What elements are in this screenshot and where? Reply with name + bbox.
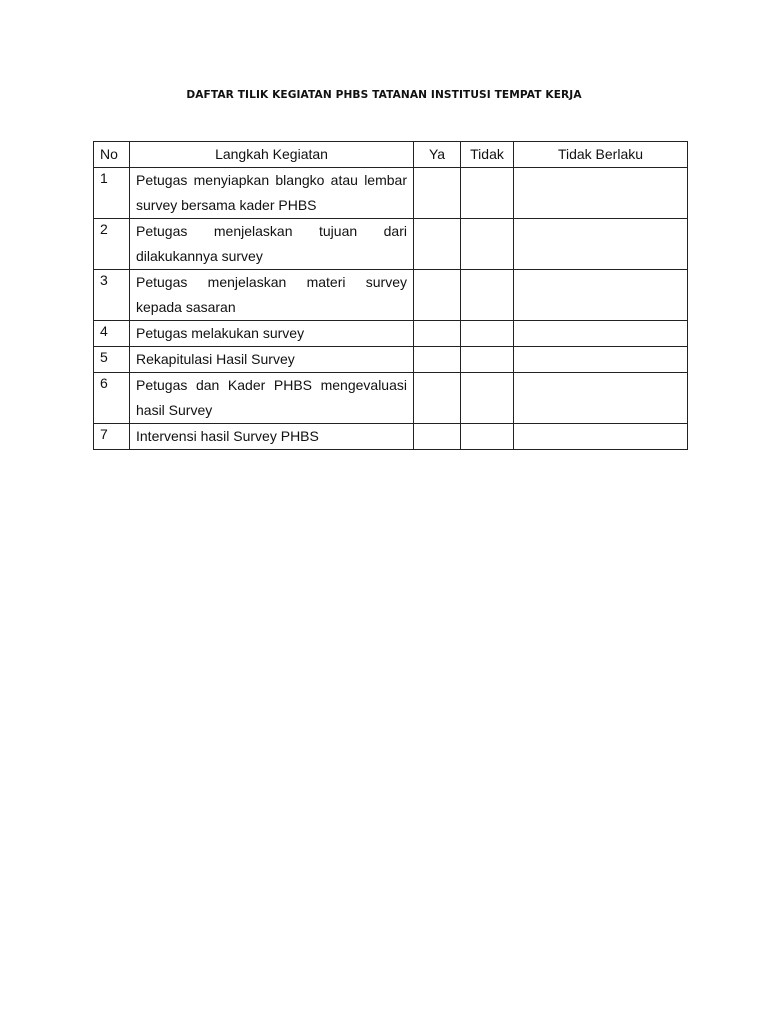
answer-no-cell[interactable] [461, 347, 514, 373]
table-row [94, 424, 688, 450]
row-number: 4 [94, 321, 130, 347]
answer-not-applicable-cell[interactable] [514, 373, 688, 424]
answer-yes-cell[interactable] [414, 321, 461, 347]
table-row [94, 270, 688, 321]
answer-no-cell[interactable] [461, 219, 514, 270]
answer-no-cell[interactable] [461, 270, 514, 321]
table-row [94, 347, 688, 373]
table-row [94, 373, 688, 424]
answer-no-cell[interactable] [461, 321, 514, 347]
answer-not-applicable-cell[interactable] [514, 321, 688, 347]
row-number: 7 [94, 424, 130, 450]
answer-no-cell[interactable] [461, 168, 514, 219]
row-number: 6 [94, 373, 130, 424]
row-number: 3 [94, 270, 130, 321]
header-no: No [94, 142, 130, 168]
row-step: Petugas menyiapkan blangko atau lembar survey bersama kader PHBS [130, 168, 414, 219]
answer-not-applicable-cell[interactable] [514, 270, 688, 321]
header-step: Langkah Kegiatan [130, 142, 414, 168]
row-step: Petugas dan Kader PHBS mengevaluasi hasil Survey [130, 373, 414, 424]
answer-no-cell[interactable] [461, 373, 514, 424]
header-not-applicable: Tidak Berlaku [514, 142, 688, 168]
answer-yes-cell[interactable] [414, 219, 461, 270]
table-row [94, 168, 688, 219]
table-row [94, 321, 688, 347]
answer-yes-cell[interactable] [414, 424, 461, 450]
row-number: 5 [94, 347, 130, 373]
header-yes: Ya [414, 142, 461, 168]
row-step: Rekapitulasi Hasil Survey [130, 347, 414, 373]
answer-yes-cell[interactable] [414, 270, 461, 321]
row-step: Petugas melakukan survey [130, 321, 414, 347]
document-title: DAFTAR TILIK KEGIATAN PHBS TATANAN INSTITUSI TEMPAT KERJA [186, 89, 582, 101]
answer-not-applicable-cell[interactable] [514, 168, 688, 219]
row-step: Petugas menjelaskan materi survey kepada sasaran [130, 270, 414, 321]
row-number: 2 [94, 219, 130, 270]
answer-not-applicable-cell[interactable] [514, 424, 688, 450]
answer-yes-cell[interactable] [414, 347, 461, 373]
answer-no-cell[interactable] [461, 424, 514, 450]
checklist-table [93, 141, 688, 450]
answer-not-applicable-cell[interactable] [514, 219, 688, 270]
row-step: Intervensi hasil Survey PHBS [130, 424, 414, 450]
table-row [94, 219, 688, 270]
answer-not-applicable-cell[interactable] [514, 347, 688, 373]
header-no-answer: Tidak [461, 142, 514, 168]
answer-yes-cell[interactable] [414, 373, 461, 424]
row-step: Petugas menjelaskan tujuan dari dilakukannya survey [130, 219, 414, 270]
row-number: 1 [94, 168, 130, 219]
table-header-row [94, 142, 688, 168]
answer-yes-cell[interactable] [414, 168, 461, 219]
